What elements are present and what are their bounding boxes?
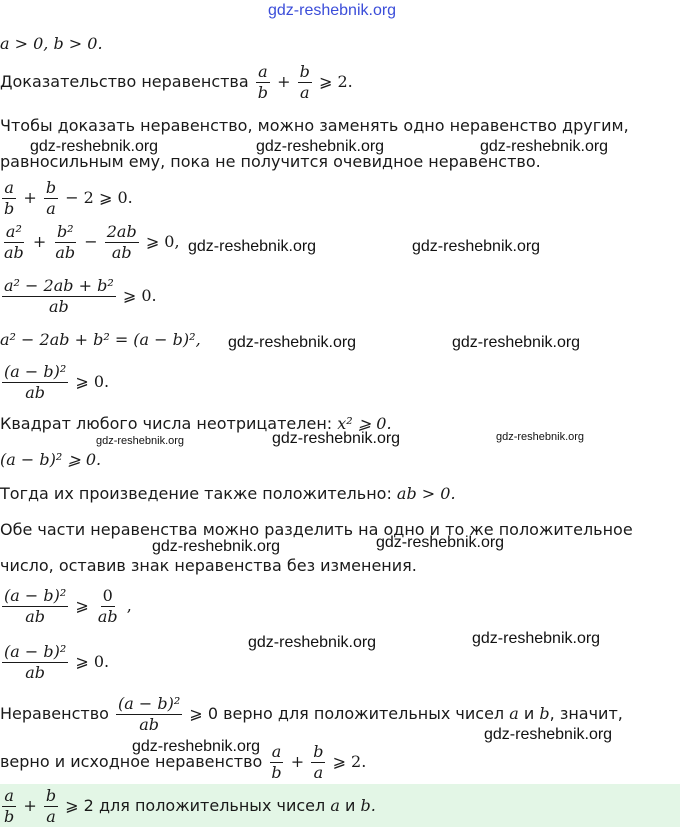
watermark: gdz-reshebnik.org (376, 534, 505, 551)
conclusion-line-1: Неравенство $\frac{\text{(a − b)²}}{ab}$ ⩾ 0 верно для положительных чисел a и b, значит, (0, 694, 623, 734)
watermark: gdz-reshebnik.org (132, 738, 261, 755)
fraction: $\frac{\text{(a − b)²}}{ab}$ (4, 642, 67, 682)
conclusion-line-2: верно и исходное неравенство $\frac{a}{b}$ + $\frac{b}{a}$ ⩾ 2. (0, 742, 367, 782)
answer-line: $\frac{a}{b}$ + $\frac{b}{a}$ ⩾ 2 для положительных чисел a и b. (4, 786, 376, 826)
step-7: $\frac{\text{(a − b)²}}{ab}$ ⩾ 0. (4, 642, 110, 682)
watermark: gdz-reshebnik.org (496, 431, 585, 443)
fraction: $\frac{b}{a}$ (45, 786, 57, 826)
inequality-rhs: ⩾ 2. (318, 72, 353, 91)
fraction: $\frac{b}{a}$ (45, 178, 57, 218)
watermark: gdz-reshebnik.org (152, 538, 281, 555)
fraction: $\frac{\text{a² − 2ab + b²}}{ab}$ (4, 276, 114, 316)
watermark: gdz-reshebnik.org (96, 435, 185, 447)
product-statement: Тогда их произведение также положительно: ab > 0. (0, 484, 456, 503)
step-2: $\frac{\text{a²}}{ab}$ + $\frac{\text{b²}}{ab}$ − $\frac{2ab}{ab}$ ⩾ 0, (4, 222, 180, 262)
step-6: $\frac{\text{(a − b)²}}{ab}$ ⩾ $\frac{0}{ab}$ , (4, 586, 132, 626)
watermark-top: gdz-reshebnik.org (268, 2, 397, 19)
watermark: gdz-reshebnik.org (228, 334, 357, 351)
intro-line-2: равносильным ему, пока не получится очевидное неравенство. (0, 152, 541, 171)
fraction: $\frac{\text{(a − b)²}}{ab}$ (4, 586, 67, 626)
fraction-b-over-a: $\frac{b}{a}$ (299, 62, 310, 102)
watermark: gdz-reshebnik.org (272, 430, 401, 447)
fraction: $\frac{\text{b²}}{ab}$ (55, 222, 76, 262)
step-5: $\frac{\text{(a − b)²}}{ab}$ ⩾ 0. (4, 362, 110, 402)
fraction: $\frac{b}{a}$ (313, 742, 324, 782)
divide-line-1: Обе части неравенства можно разделить на одно и то же положительное (0, 520, 633, 539)
watermark: gdz-reshebnik.org (480, 138, 609, 155)
watermark: gdz-reshebnik.org (30, 138, 159, 155)
fraction: $\frac{a}{b}$ (4, 178, 15, 218)
divide-line-2: число, оставив знак неравенства без изменения. (0, 556, 417, 575)
fraction: $\frac{a}{b}$ (4, 786, 15, 826)
proof-label: Доказательство неравенства (0, 72, 249, 91)
watermark: gdz-reshebnik.org (256, 138, 385, 155)
watermark: gdz-reshebnik.org (248, 634, 377, 651)
watermark: gdz-reshebnik.org (452, 334, 581, 351)
fraction-a-over-b: $\frac{a}{b}$ (257, 62, 269, 102)
condition: a > 0, b > 0. (0, 34, 103, 53)
fraction: $\frac{a}{b}$ (271, 742, 282, 782)
step-3: $\frac{\text{a² − 2ab + b²}}{ab}$ ⩾ 0. (4, 276, 157, 316)
watermark: gdz-reshebnik.org (472, 630, 601, 647)
proof-heading: Доказательство неравенства $\frac{a}{b}$ + $\frac{b}{a}$ ⩾ 2. (0, 62, 353, 102)
fraction: $\frac{\text{a²}}{ab}$ (4, 222, 24, 262)
fraction: $\frac{\text{(a − b)²}}{ab}$ (4, 362, 67, 402)
step-1: $\frac{a}{b}$ + $\frac{b}{a}$ − 2 ⩾ 0. (4, 178, 133, 218)
step-4: a² − 2ab + b² = (a − b)², (0, 330, 201, 349)
fraction: $\frac{0}{ab}$ (97, 586, 118, 626)
watermark: gdz-reshebnik.org (188, 238, 317, 255)
watermark: gdz-reshebnik.org (484, 726, 613, 743)
fraction: $\frac{\text{(a − b)²}}{ab}$ (118, 694, 181, 734)
intro-line-1: Чтобы доказать неравенство, можно заменять одно неравенство другим, (0, 116, 629, 135)
square-statement: Квадрат любого числа неотрицателен: x² ⩾ 0. (0, 414, 392, 433)
fraction: $\frac{2ab}{ab}$ (106, 222, 137, 262)
watermark: gdz-reshebnik.org (412, 238, 541, 255)
square-ab: (a − b)² ⩾ 0. (0, 450, 102, 469)
